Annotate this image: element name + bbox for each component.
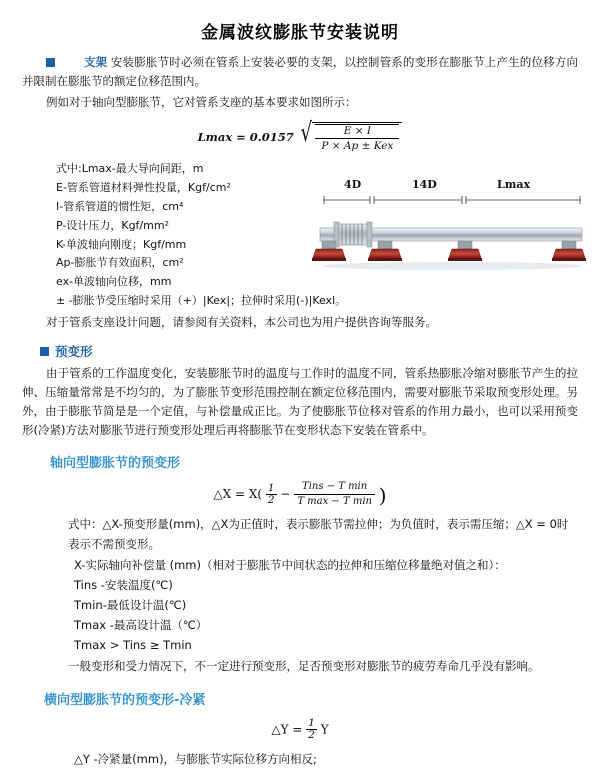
variable-item: E-管系管道材料弹性投量，Kgf/cm² xyxy=(56,180,231,194)
variables-and-figure xyxy=(22,160,578,311)
blue-square-icon xyxy=(40,347,49,356)
variable-item: ex-单波轴向位移，mm xyxy=(56,275,172,289)
figure-label-lmax: Lmax xyxy=(497,177,531,191)
formula-lmax-label: Lmax = 0.0157 xyxy=(197,129,294,144)
formula-lateral-lhs: △Y = xyxy=(271,721,303,736)
section-heading-predeform-label: 预变形 xyxy=(55,344,93,360)
section-heading-predeform xyxy=(40,342,578,360)
subheading-axial: 轴向型膨胀节的预变形 xyxy=(50,456,181,472)
formula-axial-half: $\frac{1}{2}$ xyxy=(267,481,275,506)
sqrt-symbol: √ $\frac{E \times I}{\text{P × Ap ± Kex}}$ xyxy=(298,122,403,152)
formula-lateral-half: $\frac{1}{2}$ xyxy=(308,716,315,741)
figure-label-14d: 14D xyxy=(412,177,437,191)
figure-drawing xyxy=(312,194,590,286)
formula-lmax xyxy=(195,117,405,152)
variable-item: I-管系管道的惯性矩，cm⁴ xyxy=(56,199,184,213)
variable-list xyxy=(56,160,347,311)
formula-axial xyxy=(22,481,578,507)
bracket-section-paragraph-1 xyxy=(22,53,578,91)
formula-axial-minus: − xyxy=(280,487,291,502)
formula-lateral xyxy=(22,718,578,741)
figure-label-4d: 4D xyxy=(344,177,362,191)
variable-item: 式中:Lmax-最大导向间距，m xyxy=(56,161,204,175)
axial-line: Tmin-最低设计温(℃) xyxy=(74,597,187,612)
variable-item: Ap-膨胀节有效面积，cm² xyxy=(56,256,184,270)
axial-note: 一般变形和受力情况下，不一定进行预变形，足否预变形对膨胀节的疲劳寿命几乎没有影响。 xyxy=(68,659,540,674)
section-heading-bracket-label: 支架 xyxy=(84,55,107,70)
formula-axial-fraction: Tins − T min T max − T min xyxy=(294,481,375,507)
section-heading-bracket xyxy=(46,53,107,72)
consult-note: 对于管系支座设计问题，请参阅有关资料，本公司也为用户提供咨询等服务。 xyxy=(46,315,437,330)
variable-item: P-设计压力，Kgf/mm² xyxy=(56,218,169,232)
blue-square-icon xyxy=(46,58,55,67)
axial-explain: 式中：△X-预变形量(mm)，△X为正值时，表示膨胀节需拉伸；为负值时，表示需压缩；△X = 0时表示不需预变形。 xyxy=(68,517,569,551)
formula-lmax-denominator: P × Ap ± Kex xyxy=(321,139,394,152)
variable-item: K-单波轴向刚度；Kgf/mm xyxy=(56,237,187,251)
axial-line: Tmax -最高设计温（℃） xyxy=(74,617,208,632)
axial-line: Tmax > Tins ≥ Tmin xyxy=(74,638,192,652)
figure-labels xyxy=(312,178,590,194)
formula-axial-lhs: △X = X( xyxy=(213,487,263,502)
axial-line: X-实际轴向补偿量 (mm)（相对于膨胀节中间状态的拉伸和压缩位移量绝对值之和）： xyxy=(74,557,506,572)
axial-line: Tins -安装温度(℃) xyxy=(74,577,173,592)
formula-axial-rhs: ) xyxy=(378,483,387,508)
page-title: 金属波纹膨胀节安装说明 xyxy=(201,23,399,43)
subheading-lateral: 横向型膨胀节的预变形-冷紧 xyxy=(44,692,206,708)
formula-lateral-rhs: Y xyxy=(320,721,329,736)
bracket-paragraph-1-text: 安装膨胀节时必须在管系上安装必要的支架，以控制管系的变形在膨胀节上产生的位移方向并限制在膨胀节的额定位移范围内。 xyxy=(22,55,578,88)
predeform-paragraph: 由于管系的工作温度变化，安装膨胀节时的温度与工作时的温度不同，管系热膨胀冷缩对膨胀节产生的拉伸、压缩量常常是不均匀的，为了膨胀节变形范围控制在额定位移范围内，需要对膨胀节采取预变形处理。另外，由于膨胀节简是是一个定值，与补偿量成正比。为了使膨胀节位移对管系的作用力最小，也可以采用预变形(冷紧)方法对膨胀节进行预变形处理后再将膨胀节在变形状态下安装在管系中。 xyxy=(22,366,578,438)
variable-item: ± -膨胀节受压缩时采用（+）|Kex|；拉伸时采用(-)|Kexl。 xyxy=(56,294,347,308)
bracket-section-paragraph-2: 例如对于轴向型膨胀节，它对管系支座的基本要求如图所示： xyxy=(46,94,357,109)
lateral-explain: △Y -冷紧量(mm)，与膨胀节实际位移方向相反; xyxy=(74,751,317,766)
formula-lmax-numerator: E × I xyxy=(315,125,399,139)
piping-support-figure xyxy=(312,178,590,286)
